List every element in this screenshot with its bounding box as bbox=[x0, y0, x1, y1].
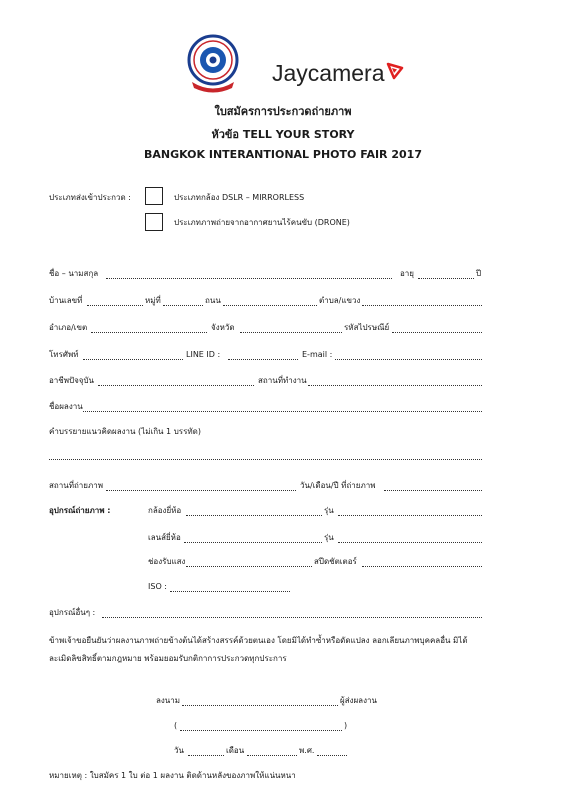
brand-triangle-icon bbox=[386, 62, 404, 84]
sign-year-field[interactable] bbox=[317, 755, 347, 756]
house-no-label: บ้านเลขที่ bbox=[49, 296, 83, 305]
road-label: ถนน bbox=[205, 296, 221, 305]
name-open-paren: ( bbox=[174, 721, 178, 730]
camera-brand-label: กล้องยี่ห้อ bbox=[148, 506, 182, 515]
concept-label: คำบรรยายแนวคิดผลงาน (ไม่เกิน 1 บรรทัด) bbox=[49, 427, 201, 436]
aperture-label: ช่องรับแสง bbox=[148, 557, 186, 566]
moo-field[interactable] bbox=[163, 305, 203, 306]
phone-field[interactable] bbox=[83, 359, 183, 360]
work-title-field[interactable] bbox=[83, 411, 482, 412]
printed-name-field[interactable] bbox=[180, 730, 342, 731]
name-field[interactable] bbox=[106, 278, 392, 279]
declaration-line-2: ละเมิดลิขสิทธิ์ตามกฎหมาย พร้อมยอมรับกติกาการประกวดทุกประการ bbox=[49, 654, 287, 663]
brand-name: Jaycamera bbox=[272, 60, 385, 86]
category-drone-label: ประเภทภาพถ่ายจากอากาศยานไร้คนขับ (DRONE) bbox=[174, 218, 350, 227]
lens-model-label: รุ่น bbox=[324, 533, 334, 542]
district-field[interactable] bbox=[91, 332, 207, 333]
age-field[interactable] bbox=[418, 278, 474, 279]
subdistrict-field[interactable] bbox=[362, 305, 482, 306]
subdistrict-label: ตำบล/แขวง bbox=[319, 296, 361, 305]
date-label: วัน/เดือน/ปี ที่ถ่ายภาพ bbox=[300, 481, 376, 490]
line-id-label: LINE ID : bbox=[186, 350, 221, 359]
equipment-label: อุปกรณ์ถ่ายภาพ : bbox=[49, 506, 111, 515]
phone-label: โทรศัพท์ bbox=[49, 350, 79, 359]
concept-field[interactable] bbox=[49, 459, 482, 460]
date-field[interactable] bbox=[384, 490, 482, 491]
event-title: BANGKOK INTERANTIONAL PHOTO FAIR 2017 bbox=[144, 148, 422, 161]
category-dslr-checkbox[interactable] bbox=[145, 187, 163, 205]
lens-brand-label: เลนส์ยี่ห้อ bbox=[148, 533, 181, 542]
other-equipment-label: อุปกรณ์อื่นๆ : bbox=[49, 608, 96, 617]
camera-model-label: รุ่น bbox=[324, 506, 334, 515]
postcode-label: รหัสไปรษณีย์ bbox=[344, 323, 390, 332]
camera-model-field[interactable] bbox=[338, 515, 482, 516]
work-title-label: ชื่อผลงาน bbox=[49, 402, 83, 411]
location-field[interactable] bbox=[106, 490, 296, 491]
moo-label: หมู่ที่ bbox=[145, 296, 161, 305]
house-no-field[interactable] bbox=[87, 305, 143, 306]
form-subject: หัวข้อ TELL YOUR STORY bbox=[211, 128, 355, 141]
sign-label: ลงนาม bbox=[156, 696, 181, 705]
lens-model-field[interactable] bbox=[338, 542, 482, 543]
iso-field[interactable] bbox=[170, 591, 290, 592]
category-label: ประเภทส่งเข้าประกวด : bbox=[49, 193, 131, 202]
location-label: สถานที่ถ่ายภาพ bbox=[49, 481, 104, 490]
province-field[interactable] bbox=[240, 332, 342, 333]
line-id-field[interactable] bbox=[228, 359, 298, 360]
iso-label: ISO : bbox=[148, 582, 167, 591]
email-field[interactable] bbox=[335, 359, 482, 360]
association-logo bbox=[182, 33, 244, 93]
form-title: ใบสมัครการประกวดถ่ายภาพ bbox=[214, 105, 352, 118]
category-dslr-label: ประเภทกล้อง DSLR – MIRRORLESS bbox=[174, 193, 305, 202]
sign-year-label: พ.ศ. bbox=[299, 746, 315, 755]
shutter-label: สปีดชัตเตอร์ bbox=[314, 557, 357, 566]
email-label: E-mail : bbox=[302, 350, 333, 359]
name-close-paren: ) bbox=[344, 721, 348, 730]
province-label: จังหวัด bbox=[211, 323, 235, 332]
age-label: อายุ bbox=[400, 269, 414, 278]
shutter-field[interactable] bbox=[362, 566, 482, 567]
category-drone-checkbox[interactable] bbox=[145, 213, 163, 231]
workplace-field[interactable] bbox=[308, 385, 482, 386]
occupation-field[interactable] bbox=[98, 385, 254, 386]
author-label: ผู้ส่งผลงาน bbox=[340, 696, 377, 705]
road-field[interactable] bbox=[223, 305, 317, 306]
sign-month-field[interactable] bbox=[247, 755, 297, 756]
sign-day-label: วัน bbox=[174, 746, 184, 755]
declaration-line-1: ข้าพเจ้าขอยืนยันว่าผลงานภาพถ่ายข้างต้นได้สร้างสรรค์ด้วยตนเอง โดยมิได้ทำซ้ำหรือดัดแปลง ลอกเลียนภาพบุคคลอื่น มิได้ bbox=[49, 636, 468, 645]
district-label: อำเภอ/เขต bbox=[49, 323, 88, 332]
age-unit: ปี bbox=[476, 269, 482, 278]
sign-month-label: เดือน bbox=[226, 746, 245, 755]
workplace-label: สถานที่ทำงาน bbox=[258, 376, 307, 385]
lens-brand-field[interactable] bbox=[184, 542, 322, 543]
name-label: ชื่อ – นามสกุล bbox=[49, 269, 99, 278]
occupation-label: อาชีพปัจจุบัน bbox=[49, 376, 94, 385]
footnote: หมายเหตุ : ใบสมัคร 1 ใบ ต่อ 1 ผลงาน ติดด้านหลังของภาพให้แน่นหนา bbox=[49, 771, 296, 780]
signature-field[interactable] bbox=[182, 705, 338, 706]
camera-brand-field[interactable] bbox=[186, 515, 322, 516]
other-equipment-field[interactable] bbox=[102, 617, 482, 618]
postcode-field[interactable] bbox=[392, 332, 482, 333]
sign-day-field[interactable] bbox=[188, 755, 224, 756]
aperture-field[interactable] bbox=[186, 566, 312, 567]
